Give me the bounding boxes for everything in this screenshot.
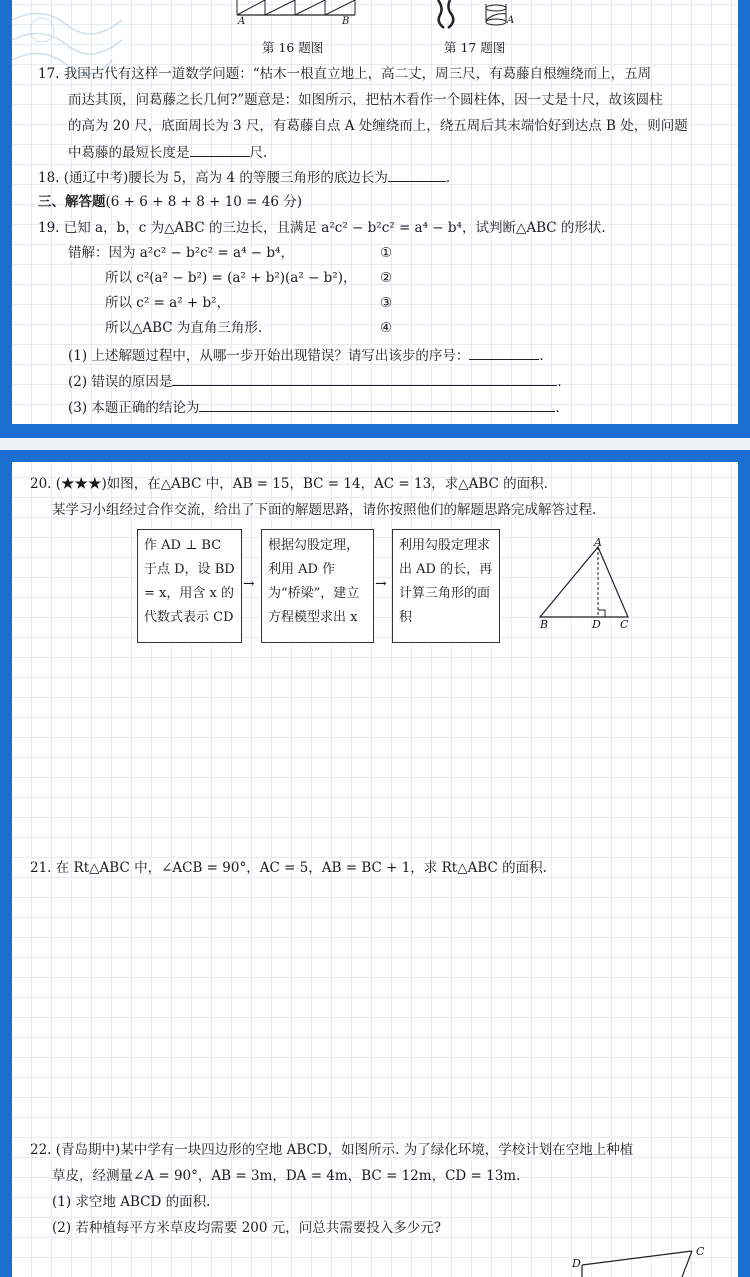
q17-line-3: 的高为 20 尺，底面周长为 3 尺，有葛藤自点 A 处缠绕而上，绕五周后其末端恰好到达点 B 处，则问题	[68, 118, 688, 134]
q19-sub-1	[68, 345, 544, 366]
q19-step-1-mark: ①	[380, 245, 393, 261]
fig17-label-a: A	[507, 15, 515, 26]
q20-fig-label-d: D	[592, 618, 601, 631]
q19-sub-2	[68, 371, 562, 392]
q17-line-4	[68, 142, 267, 163]
q17-line4-prefix: 中葛藤的最短长度是	[68, 145, 190, 161]
q20-step-box-3: 利用勾股定理求出 AD 的长，再计算三角形的面积	[392, 529, 500, 643]
q19-sub2-blank[interactable]	[172, 371, 557, 386]
q19-sub1-end: .	[539, 348, 544, 364]
q20-arrow-2: →	[375, 576, 387, 592]
q19-sub1-text: (1) 上述解题过程中，从哪一步开始出现错误？请写出该步的序号：	[68, 348, 470, 364]
q22-fig-label-c: C	[696, 1245, 705, 1258]
q17-line-2: 而达其顶，问葛藤之长几何?”题意是：如图所示，把枯木看作一个圆柱体，因一丈是十尺，故该圆柱	[68, 92, 663, 108]
q20-intro: 某学习小组经过合作交流，给出了下面的解题思路，请你按照他们的解题思路完成解答过程.	[52, 502, 597, 518]
q20-step-box-2: 根据勾股定理，利用 AD 作为“桥梁”，建立方程模型求出 x	[261, 529, 374, 643]
q19-sub2-text: (2) 错误的原因是	[68, 374, 173, 390]
q20-fig-label-b: B	[540, 618, 549, 631]
fig16-label-a: A	[238, 16, 246, 27]
page-gap	[0, 438, 750, 450]
fig17-caption: 第 17 题图	[444, 40, 506, 55]
section-3-points: (6 + 6 + 8 + 8 + 10 = 46 分)	[105, 194, 303, 210]
q19-step-3-mark: ③	[380, 295, 393, 311]
q22-sub-1: (1) 求空地 ABCD 的面积.	[52, 1194, 211, 1210]
q19-step-4-mark: ④	[380, 320, 393, 336]
q22-sub-2: (2) 若种植每平方米草皮均需要 200 元，问总共需要投入多少元?	[52, 1220, 442, 1236]
q19-step-4: 所以△ABC 为直角三角形.	[105, 320, 263, 336]
q20-step-box-1: 作 AD ⊥ BC 于点 D，设 BD = x，用含 x 的代数式表示 CD	[137, 529, 242, 643]
q20-stem: 20. (★★★)如图，在△ABC 中，AB = 15，BC = 14，AC = 13，求△ABC 的面积.	[30, 476, 548, 492]
q17-line-1: 17. 我国古代有这样一道数学问题：“枯木一根直立地上，高二丈，周三尺，有葛藤自根缠绕而上，五周	[38, 66, 652, 82]
q19-sub2-end: .	[557, 374, 562, 390]
q18-answer-blank[interactable]	[388, 167, 446, 182]
q22-line-1: 22. (青岛期中)某中学有一块四边形的空地 ABCD，如图所示. 为了绿化环境，学校计划在空地上种植	[30, 1142, 634, 1158]
q18-suffix: .	[445, 170, 451, 186]
q19-sub-3	[68, 397, 560, 418]
q22-line-2: 草皮，经测量∠A = 90°，AB = 3m，DA = 4m，BC = 12m，CD = 13m.	[52, 1168, 521, 1184]
q19-step-2-mark: ②	[380, 270, 393, 286]
section-3-title: 三、解答题	[38, 194, 106, 210]
q21-stem: 21. 在 Rt△ABC 中，∠ACB = 90°，AC = 5，AB = BC + 1，求 Rt△ABC 的面积.	[30, 860, 547, 876]
q17-line4-suffix: 尺.	[249, 145, 268, 161]
q19-sub3-end: .	[555, 400, 560, 416]
q19-sub3-text: (3) 本题正确的结论为	[68, 400, 200, 416]
q18-text: 18. (通辽中考)腰长为 5，高为 4 的等腰三角形的底边长为	[38, 170, 388, 186]
q19-sub3-blank[interactable]	[199, 397, 555, 412]
q17-answer-blank[interactable]	[190, 142, 250, 157]
q19-stem: 19. 已知 a，b，c 为△ABC 的三边长，且满足 a²c² − b²c² = a⁴ − b⁴，试判断△ABC 的形状.	[38, 220, 606, 236]
q19-step-2: 所以 c²(a² − b²) = (a² + b²)(a² − b²)，	[105, 270, 357, 286]
q22-quadrilateral-figure	[570, 1245, 710, 1277]
q18-line	[38, 167, 450, 188]
q22-fig-label-d: D	[572, 1257, 581, 1270]
q19-step-3: 所以 c² = a² + b²，	[105, 295, 231, 311]
fig16-label-b: B	[342, 16, 350, 27]
q20-arrow-1: →	[243, 576, 255, 592]
q19-step-1: 错解：因为 a²c² − b²c² = a⁴ − b⁴，	[68, 245, 294, 261]
fig16-caption: 第 16 题图	[262, 40, 324, 55]
q20-fig-label-c: C	[620, 618, 629, 631]
q20-fig-label-a: A	[594, 536, 602, 549]
section-3-heading	[38, 192, 302, 212]
q19-sub1-blank[interactable]	[469, 345, 539, 360]
